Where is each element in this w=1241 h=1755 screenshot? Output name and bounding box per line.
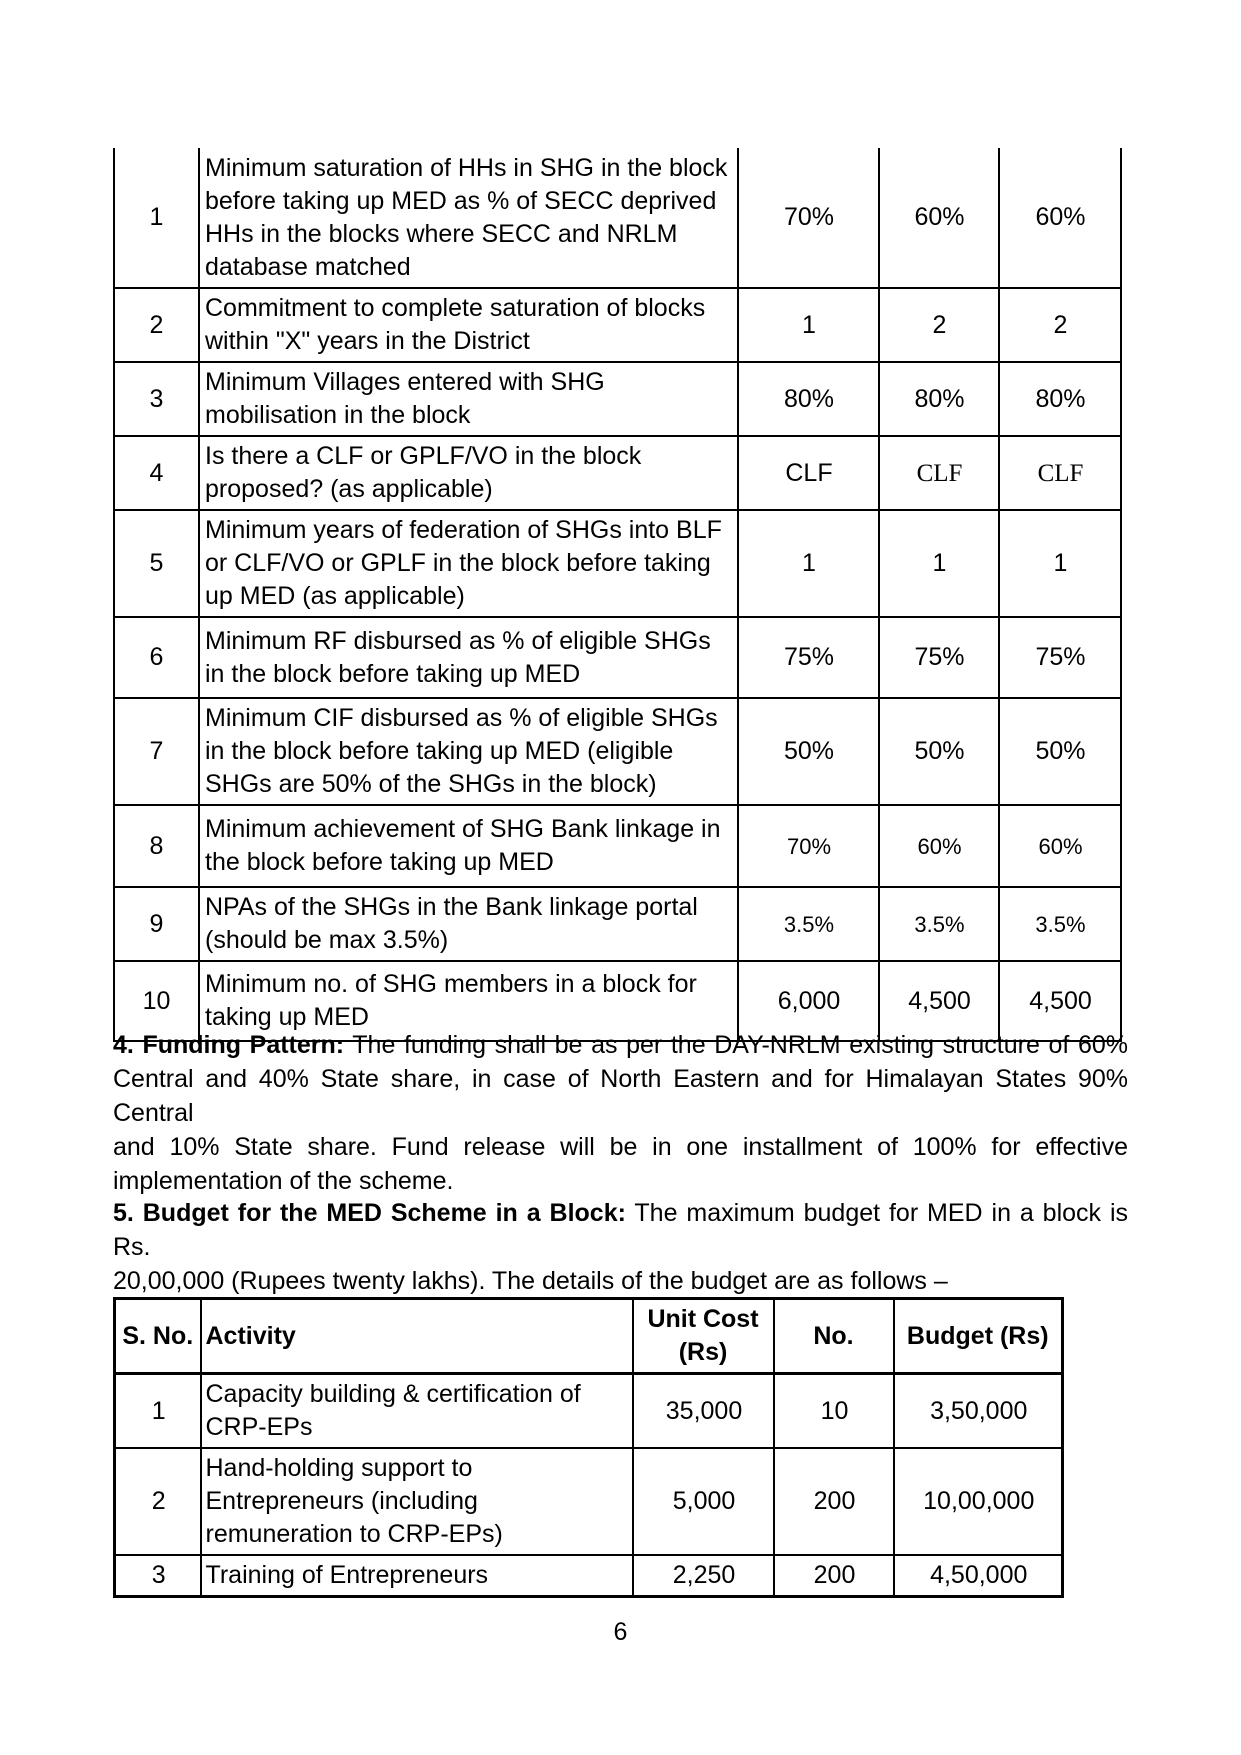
value-cell-3: 75% bbox=[999, 617, 1121, 698]
budget-cell: 3,50,000 bbox=[894, 1374, 1063, 1449]
table-header-row bbox=[115, 1299, 1063, 1374]
value-cell-2: 3.5% bbox=[879, 887, 999, 961]
value-cell-1: 1 bbox=[738, 510, 879, 617]
value-cell-1: CLF bbox=[738, 436, 879, 510]
budget-scheme-paragraph bbox=[113, 1196, 1128, 1298]
table-row bbox=[114, 510, 1121, 617]
value-cell-2: 80% bbox=[879, 362, 999, 436]
section-heading: 5. Budget for the MED Scheme in a Block: bbox=[113, 1199, 626, 1227]
serial-cell: 9 bbox=[114, 887, 199, 961]
paragraph-line bbox=[113, 1196, 1128, 1264]
paragraph-line: implementation of the scheme. bbox=[113, 1167, 454, 1195]
criterion-cell: NPAs of the SHGs in the Bank linkage portal (should be max 3.5%) bbox=[199, 887, 738, 961]
activity-cell: Training of Entrepreneurs bbox=[201, 1555, 633, 1597]
value-cell-3: 3.5% bbox=[999, 887, 1121, 961]
paragraph-line bbox=[113, 1028, 1128, 1062]
paragraph-line: 20,00,000 (Rupees twenty lakhs). The details of the budget are as follows – bbox=[113, 1267, 948, 1295]
number-cell: 200 bbox=[774, 1448, 894, 1555]
table-row bbox=[114, 436, 1121, 510]
table-row bbox=[114, 148, 1121, 288]
table-row bbox=[115, 1448, 1063, 1555]
table-row bbox=[114, 698, 1121, 805]
value-cell-1: 6,000 bbox=[738, 961, 879, 1041]
criterion-cell: Minimum saturation of HHs in SHG in the block before taking up MED as % of SECC deprived HHs in the blocks where SECC and NRLM database matched bbox=[199, 148, 738, 288]
unit-cost-cell: 35,000 bbox=[633, 1374, 774, 1449]
table-row bbox=[114, 617, 1121, 698]
value-cell-1: 50% bbox=[738, 698, 879, 805]
serial-cell: 7 bbox=[114, 698, 199, 805]
table-row bbox=[114, 288, 1121, 362]
value-cell-1: 70% bbox=[738, 148, 879, 288]
budget-cell: 4,50,000 bbox=[894, 1555, 1063, 1597]
unit-cost-cell: 5,000 bbox=[633, 1448, 774, 1555]
serial-cell: 1 bbox=[114, 148, 199, 288]
table-row bbox=[115, 1374, 1063, 1449]
value-cell-3: 50% bbox=[999, 698, 1121, 805]
number-cell: 10 bbox=[774, 1374, 894, 1449]
serial-cell: 6 bbox=[114, 617, 199, 698]
funding-pattern-paragraph bbox=[113, 1028, 1128, 1198]
criterion-cell: Minimum no. of SHG members in a block for taking up MED bbox=[199, 961, 738, 1041]
table-row bbox=[115, 1555, 1063, 1597]
header-activity: Activity bbox=[201, 1299, 633, 1374]
criterion-cell: Minimum CIF disbursed as % of eligible SHGs in the block before taking up MED (eligible SHGs are 50% of the SHGs in the block) bbox=[199, 698, 738, 805]
serial-cell: 8 bbox=[114, 805, 199, 887]
serial-cell: 5 bbox=[114, 510, 199, 617]
serial-cell: 3 bbox=[115, 1555, 201, 1597]
serial-cell: 1 bbox=[115, 1374, 201, 1449]
criterion-cell: Is there a CLF or GPLF/VO in the block proposed? (as applicable) bbox=[199, 436, 738, 510]
number-cell: 200 bbox=[774, 1555, 894, 1597]
value-cell-1: 1 bbox=[738, 288, 879, 362]
value-cell-2: 60% bbox=[879, 805, 999, 887]
value-cell-2: 4,500 bbox=[879, 961, 999, 1041]
value-cell-3: 60% bbox=[999, 148, 1121, 288]
value-cell-2: 50% bbox=[879, 698, 999, 805]
serial-cell: 2 bbox=[115, 1448, 201, 1555]
serial-cell: 10 bbox=[114, 961, 199, 1041]
value-cell-1: 70% bbox=[738, 805, 879, 887]
budget-cell: 10,00,000 bbox=[894, 1448, 1063, 1555]
value-cell-3: 1 bbox=[999, 510, 1121, 617]
table-row bbox=[114, 805, 1121, 887]
value-cell-3: 2 bbox=[999, 288, 1121, 362]
page-number: 6 bbox=[613, 1618, 628, 1646]
value-cell-2: 60% bbox=[879, 148, 999, 288]
value-cell-2: CLF bbox=[879, 436, 999, 510]
table-row bbox=[114, 887, 1121, 961]
serial-cell: 2 bbox=[114, 288, 199, 362]
value-cell-3: 80% bbox=[999, 362, 1121, 436]
serial-cell: 3 bbox=[114, 362, 199, 436]
criterion-cell: Minimum achievement of SHG Bank linkage in the block before taking up MED bbox=[199, 805, 738, 887]
value-cell-3: 60% bbox=[999, 805, 1121, 887]
paragraph-line: Central and 40% State share, in case of North Eastern and for Himalayan States 90% Central bbox=[113, 1065, 1128, 1127]
header-budget: Budget (Rs) bbox=[894, 1299, 1063, 1374]
table-row bbox=[114, 362, 1121, 436]
header-serial: S. No. bbox=[115, 1299, 201, 1374]
criterion-cell: Commitment to complete saturation of blocks within "X" years in the District bbox=[199, 288, 738, 362]
paragraph-line: and 10% State share. Fund release will be in one installment of 100% for effective bbox=[113, 1133, 1128, 1161]
value-cell-3: 4,500 bbox=[999, 961, 1121, 1041]
value-cell-1: 80% bbox=[738, 362, 879, 436]
activity-cell: Hand-holding support to Entrepreneurs (including remuneration to CRP-EPs) bbox=[201, 1448, 633, 1555]
header-number: No. bbox=[774, 1299, 894, 1374]
criterion-cell: Minimum RF disbursed as % of eligible SHGs in the block before taking up MED bbox=[199, 617, 738, 698]
criterion-cell: Minimum Villages entered with SHG mobilisation in the block bbox=[199, 362, 738, 436]
serial-cell: 4 bbox=[114, 436, 199, 510]
unit-cost-cell: 2,250 bbox=[633, 1555, 774, 1597]
header-unit-cost: Unit Cost (Rs) bbox=[633, 1299, 774, 1374]
budget-table bbox=[113, 1297, 1064, 1598]
value-cell-2: 1 bbox=[879, 510, 999, 617]
value-cell-3: CLF bbox=[999, 436, 1121, 510]
criterion-cell: Minimum years of federation of SHGs into BLF or CLF/VO or GPLF in the block before taking up MED (as applicable) bbox=[199, 510, 738, 617]
value-cell-1: 75% bbox=[738, 617, 879, 698]
paragraph-text: The maximum budget for MED in a block is Rs. bbox=[113, 1199, 1128, 1261]
paragraph-text: The funding shall be as per the DAY-NRLM existing structure of 60% bbox=[344, 1031, 1128, 1059]
value-cell-1: 3.5% bbox=[738, 887, 879, 961]
criteria-table bbox=[113, 148, 1122, 1042]
value-cell-2: 75% bbox=[879, 617, 999, 698]
section-heading: 4. Funding Pattern: bbox=[113, 1031, 345, 1059]
activity-cell: Capacity building & certification of CRP-EPs bbox=[201, 1374, 633, 1449]
value-cell-2: 2 bbox=[879, 288, 999, 362]
